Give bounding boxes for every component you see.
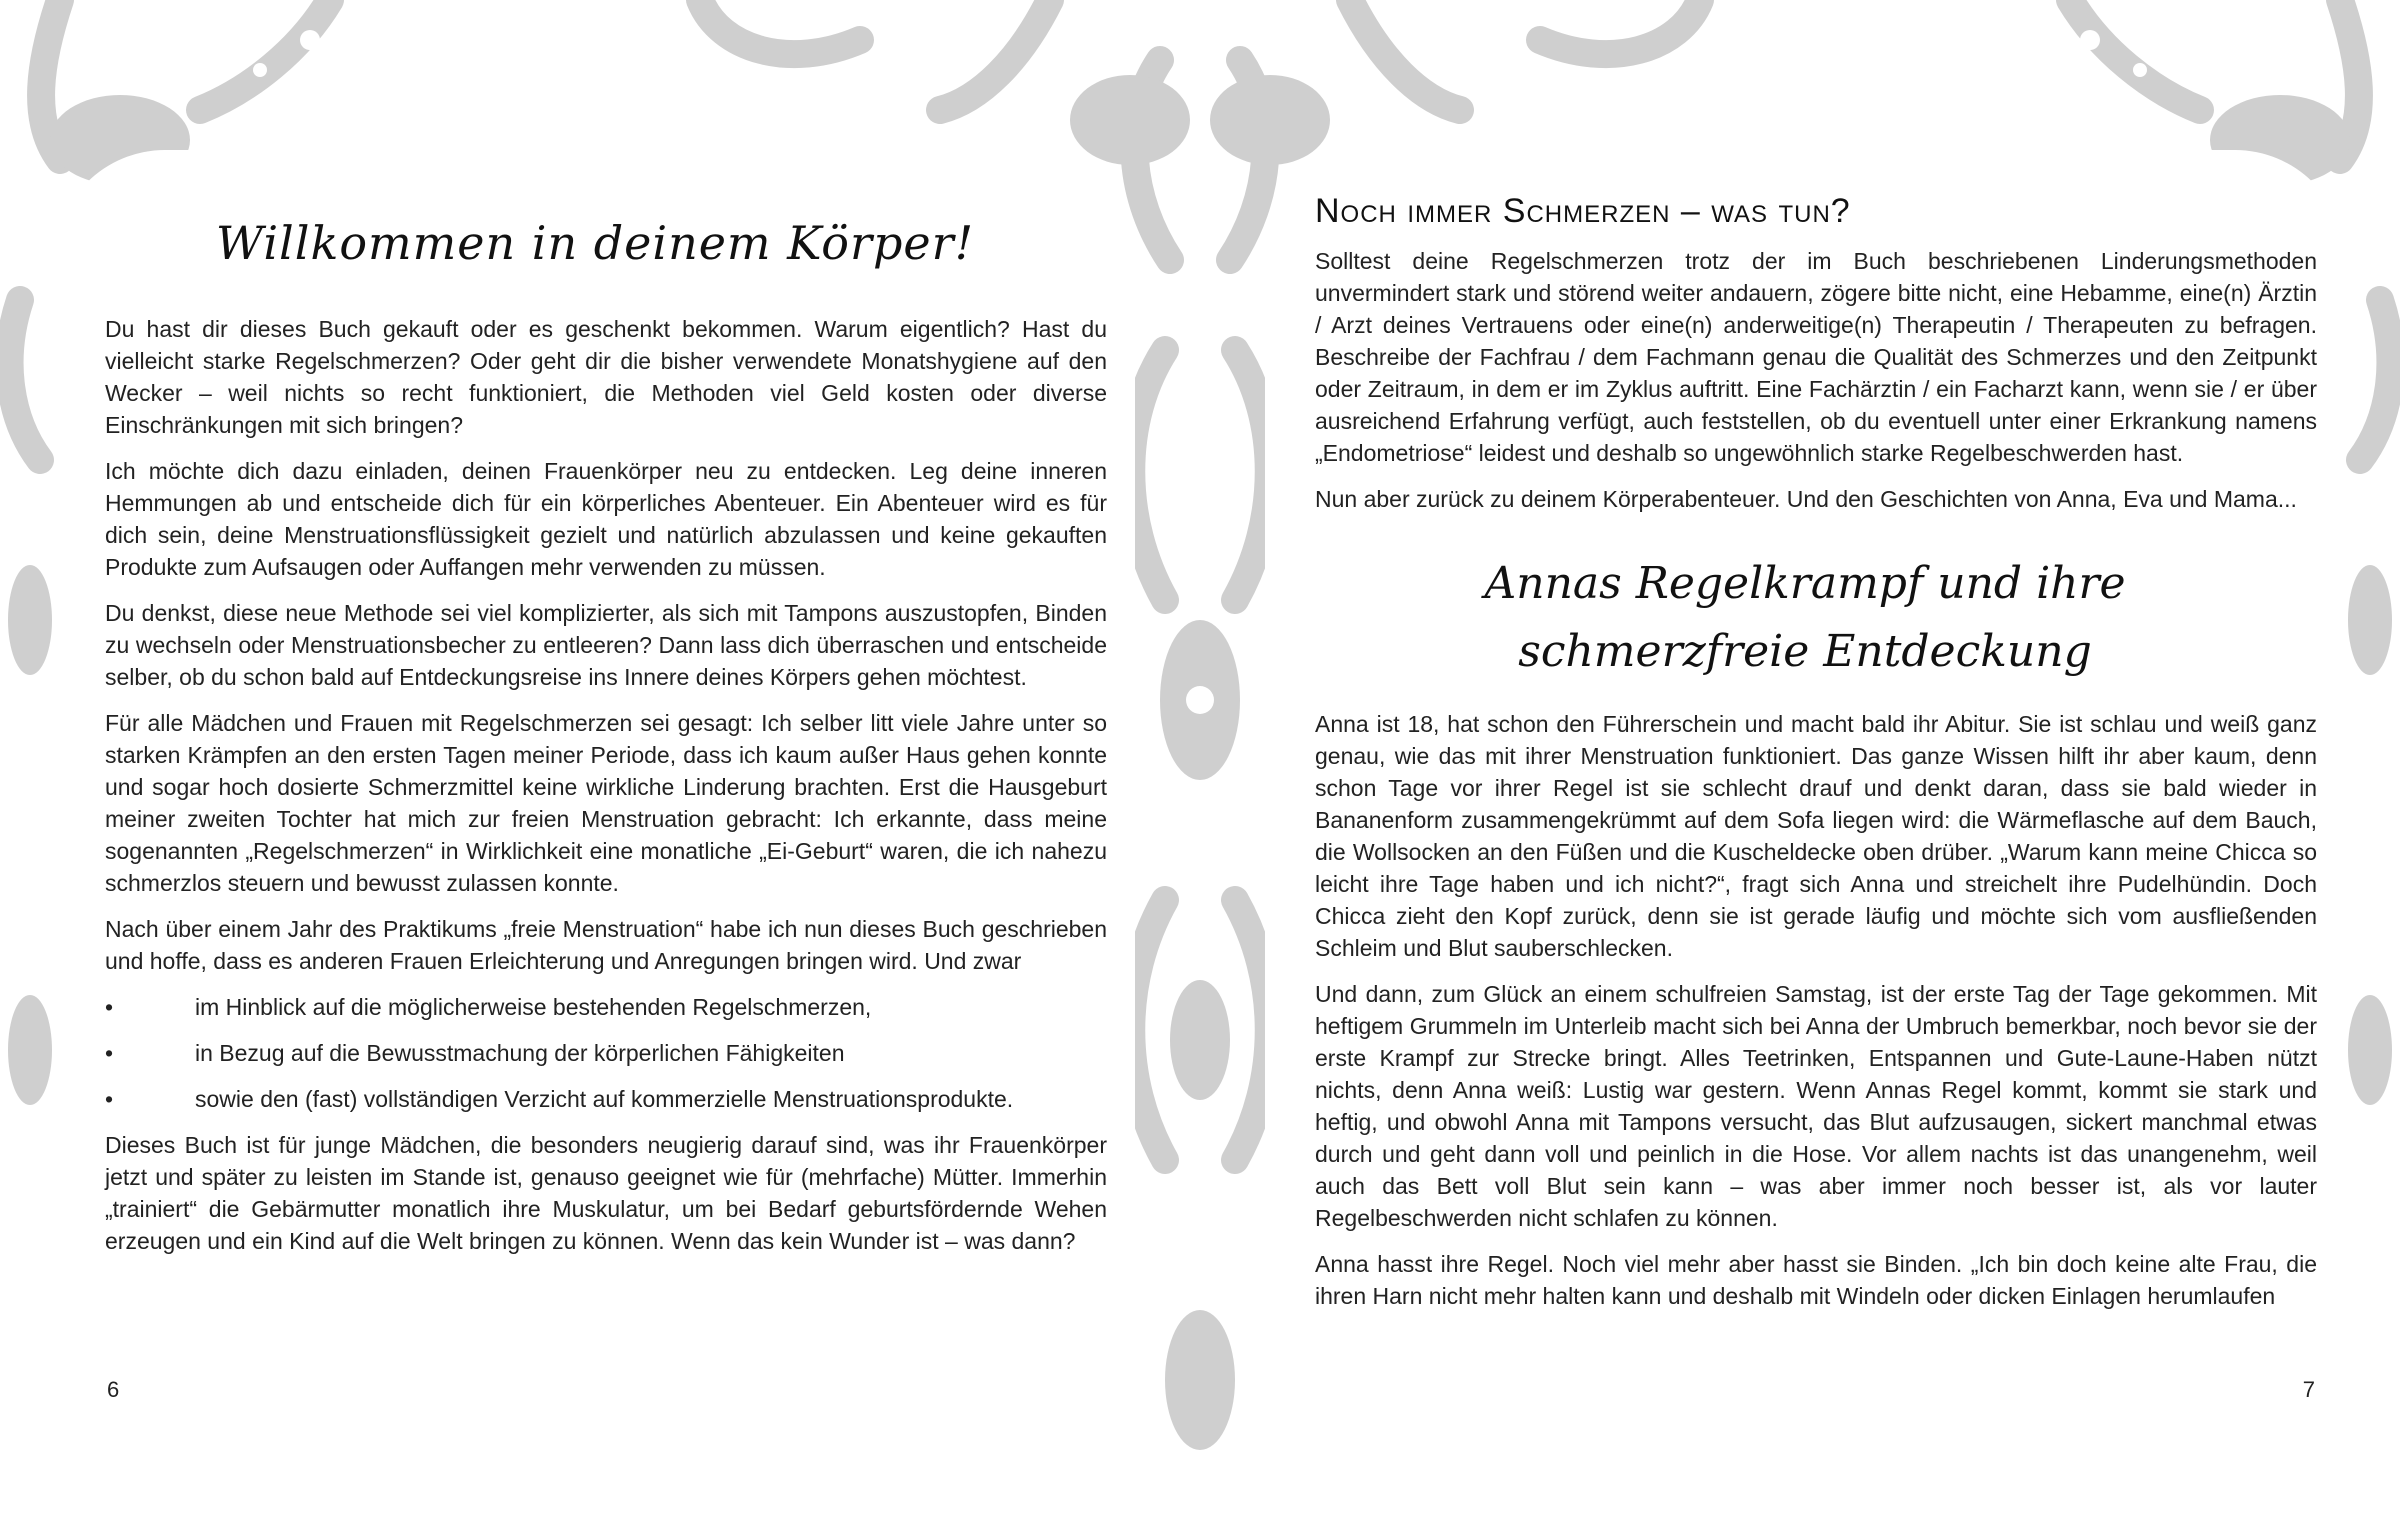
story-title-line: schmerzfreie Entdeckung (1518, 626, 2092, 677)
bullet-icon: • (105, 994, 114, 1020)
page-number: 6 (107, 1377, 120, 1402)
paragraph: Anna ist 18, hat schon den Führerschein und macht bald ihr Abitur. Sie ist schlau und weiß ganz genau, wie das mit ihrer Menstruation funktioniert. Das ganze Wissen hilft ihr aber kaum, denn schon Tage vor ihrer Regel ist sie schlecht drauf und denkt daran, dass sie bald wieder in Bananenform zusammengekrümmt auf dem Sofa liegen wird: die Wärmeflasche auf dem Bauch, die Wollsocken an den Füßen und die Kuscheldecke oben drüber. „Warum kann meine Chicca so leicht ihre Tage haben und ich nicht?“, fragt sich Anna und streichelt ihre Pudelhündin. Doch Chicca zieht den Kopf zurück, denn sie ist gerade läufig und möchte sich vom ausfließenden Schleim und Blut sauberschlecken. (1315, 711, 2317, 961)
left-page (55, 150, 1135, 1518)
chapter-title: Willkommen in deinem Körper! (215, 216, 975, 270)
section-heading: Noch immer Schmerzen – was tun? (1315, 192, 1851, 230)
list-item-text: im Hinblick auf die möglicherweise bestehenden Regelschmerzen, (195, 994, 872, 1020)
list-item-text: in Bezug auf die Bewusstmachung der körperlichen Fähigkeiten (195, 1040, 845, 1066)
paragraph: Für alle Mädchen und Frauen mit Regelschmerzen sei gesagt: Ich selber litt viele Jahre unter so starken Krämpfen an den ersten Tagen meiner Periode, dass ich kaum außer Haus gehen konnte und sogar hoch dosierte Schmerzmittel keine wirkliche Linderung brachten. Erst die Hausgeburt meiner zweiten Tochter hat mich zur freien Menstruation gebracht: Ich erkannte, dass meine sogenannten „Regelschmerzen“ in Wirklichkeit eine monatliche „Ei-Geburt“ waren, die ich nahezu schmerzlos steuern und bewusst zulassen konnte. (105, 710, 1107, 896)
list-item-text: sowie den (fast) vollständigen Verzicht auf kommerzielle Menstruationsprodukte. (195, 1086, 1014, 1112)
paragraph: Nun aber zurück zu deinem Körperabenteuer. Und den Geschichten von Anna, Eva und Mama... (1315, 486, 2297, 512)
bullet-list (105, 991, 1107, 1115)
paragraph: Dieses Buch ist für junge Mädchen, die besonders neugierig darauf sind, was ihr Frauenkörper jetzt und später zu leisten im Stande ist, genauso geeignet wie für (mehrfache) Mütter. Immerhin „trainiert“ die Gebärmutter monatlich ihre Muskulatur, um bei Bedarf geburtsfördernde Wehen erzeugen und ein Kind auf die Welt bringen zu können. Wenn das kein Wunder ist – was dann? (105, 1132, 1107, 1254)
paragraph: Du denkst, diese neue Methode sei viel komplizierter, als sich mit Tampons auszustopfen, Binden zu wechseln oder Menstruationsbecher zu entleeren? Dann lass dich überraschen und entscheide selber, ob du schon bald auf Entdeckungsreise ins Innere deines Körpers gehen möchtest. (105, 600, 1107, 690)
list-item (105, 991, 1107, 1023)
page-number: 7 (2302, 1377, 2315, 1402)
paragraph: Anna hasst ihre Regel. Noch viel mehr aber hasst sie Binden. „Ich bin doch keine alte Frau, die ihren Harn nicht mehr halten kann und deshalb mit Windeln oder dicken Einlagen herumlaufen (1315, 1251, 2317, 1309)
list-item (105, 1037, 1107, 1069)
list-item (105, 1083, 1107, 1115)
right-page (1265, 150, 2345, 1518)
story-title (1265, 550, 2345, 686)
section-text (1315, 245, 2317, 529)
story-title-line: Annas Regelkrampf und ihre (1484, 558, 2126, 609)
paragraph: Und dann, zum Glück an einem schulfreien Samstag, ist der erste Tag der Tage gekommen. Mit heftigem Grummeln im Unterleib macht sich bei Anna der Umbruch bemerkbar, noch bevor sie der erste Krampf zur Strecke bringt. Alles Teetrinken, Entspannen und Gute-Laune-Haben nützt nichts, denn Anna weiß: Lustig war gestern. Wenn Annas Regel kommt, kommt sie stark und heftig, und obwohl Anna mit Tampons versucht, das Blut aufzusaugen, sickert manchmal etwas durch und geht dann voll und peinlich in die Hose. Vor allem nachts ist das unangenehm, weil auch das Bett voll Blut sein kann – was aber immer noch besser ist, als vor lauter Regelbeschwerden nicht schlafen zu können. (1315, 981, 2317, 1231)
paragraph: Du hast dir dieses Buch gekauft oder es geschenkt bekommen. Warum eigentlich? Hast du vielleicht starke Regelschmerzen? Oder geht dir die bisher verwendete Monatshygiene auf den Wecker – weil nichts so recht funktioniert, die Methoden viel Geld kosten oder diverse Einschränkungen mit sich bringen? (105, 316, 1107, 438)
paragraph: Ich möchte dich dazu einladen, deinen Frauenkörper neu zu entdecken. Leg deine inneren Hemmungen ab und entscheide dich für ein körperliches Abenteuer. Ein Abenteuer wird es für dich sein, deine Menstruationsflüssigkeit gezielt und natürlich abzulassen und keine gekauften Produkte zum Aufsaugen oder Auffangen mehr verwenden zu müssen. (105, 458, 1107, 580)
bullet-icon: • (105, 1040, 114, 1066)
story-text (1315, 708, 2317, 1326)
paragraph: Nach über einem Jahr des Praktikums „freie Menstruation“ habe ich nun dieses Buch geschrieben und hoffe, dass es anderen Frauen Erleichterung und Anregungen bringen wird. Und zwar (105, 916, 1107, 974)
bullet-icon: • (105, 1086, 114, 1112)
left-page-text (105, 313, 1107, 1271)
paragraph: Solltest deine Regelschmerzen trotz der im Buch beschriebenen Linderungsmethoden unvermindert stark und störend weiter andauern, zögere bitte nicht, eine Hebamme, eine(n) Ärztin / Arzt deines Vertrauens oder eine(n) anderweitige(n) Therapeutin / Therapeuten zu befragen. Beschreibe der Fachfrau / dem Fachmann genau die Qualität des Schmerzes und den Zeitpunkt oder Zeitraum, in dem er im Zyklus auftritt. Eine Fachärztin / ein Facharzt kann, wenn sie / er über ausreichend Erfahrung verfügt, auch feststellen, ob du eventuell unter einer Erkrankung namens „Endometriose“ leidest und deshalb so ungewöhnlich starke Regelbeschwerden hast. (1315, 248, 2317, 466)
